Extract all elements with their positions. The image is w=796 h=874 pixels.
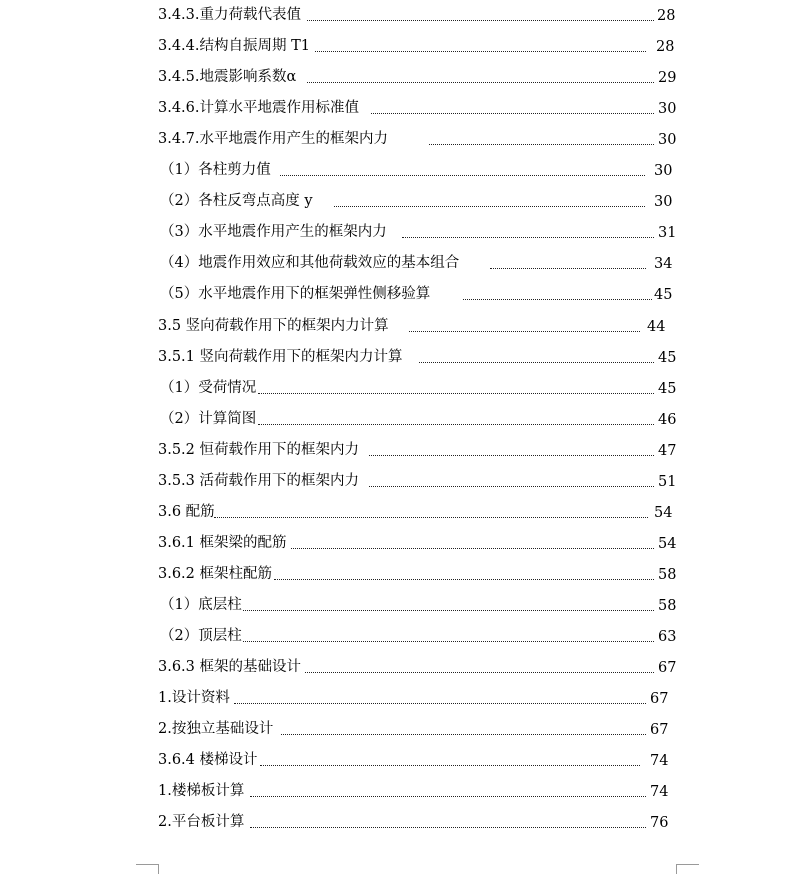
- toc-dot-leader: [291, 548, 654, 549]
- toc-dot-leader: [250, 827, 646, 828]
- toc-entry[interactable]: [0, 219, 796, 243]
- toc-entry-title: （4）地震作用效应和其他荷载效应的基本组合: [160, 255, 460, 272]
- toc-entry-title: 3.6.2 框架柱配筋: [158, 565, 273, 582]
- toc-entry[interactable]: [0, 188, 796, 212]
- toc-entry[interactable]: [0, 561, 796, 585]
- toc-entry-page-number: 58: [658, 597, 677, 614]
- toc-entry-title: 1.楼梯板计算: [158, 783, 245, 800]
- toc-dot-leader: [243, 610, 654, 611]
- toc-dot-leader: [463, 299, 652, 300]
- toc-entry-page-number: 54: [658, 535, 677, 552]
- toc-entry-page-number: 74: [650, 784, 669, 801]
- toc-dot-leader: [369, 486, 654, 487]
- toc-entry-page-number: 30: [658, 132, 677, 149]
- toc-dot-leader: [429, 144, 654, 145]
- toc-entry-page-number: 45: [658, 349, 677, 366]
- toc-entry-page-number: 29: [658, 70, 677, 87]
- toc-entry[interactable]: [0, 250, 796, 274]
- toc-entry[interactable]: [0, 530, 796, 554]
- toc-entry-title: 3.4.3.重力荷载代表值: [158, 7, 302, 23]
- toc-entry[interactable]: [0, 157, 796, 181]
- toc-entry-title: （2）顶层柱: [160, 628, 242, 644]
- toc-entry-page-number: 31: [658, 225, 677, 242]
- toc-entry[interactable]: [0, 778, 796, 802]
- toc-entry-page-number: 54: [654, 504, 673, 521]
- toc-entry-page-number: 67: [650, 691, 669, 708]
- toc-entry[interactable]: [0, 685, 796, 709]
- toc-entry-title: （2）计算简图: [160, 410, 257, 427]
- toc-entry-title: （2）各柱反弯点高度 y: [160, 193, 313, 210]
- toc-entry-page-number: 45: [658, 380, 677, 397]
- toc-dot-leader: [260, 765, 640, 766]
- toc-entry-title: （5）水平地震作用下的框架弹性侧移验算: [160, 286, 431, 303]
- toc-entry-page-number: 67: [658, 660, 677, 677]
- toc-dot-leader: [315, 51, 646, 52]
- toc-entry-page-number: 34: [654, 256, 673, 273]
- toc-entry-page-number: 76: [650, 815, 669, 832]
- toc-entry-page-number: 30: [658, 101, 677, 118]
- toc-entry[interactable]: [0, 33, 796, 57]
- toc-dot-leader: [371, 113, 654, 114]
- toc-dot-leader: [305, 672, 654, 673]
- toc-entry-title: 3.4.7.水平地震作用产生的框架内力: [158, 131, 389, 148]
- toc-dot-leader: [490, 268, 646, 269]
- toc-dot-leader: [307, 20, 654, 21]
- toc-entry-title: 2.平台板计算: [158, 814, 245, 831]
- toc-entry-page-number: 74: [650, 753, 669, 770]
- toc-entry-title: （3）水平地震作用产生的框架内力: [160, 224, 387, 241]
- toc-entry-title: 3.6.3 框架的基础设计: [158, 659, 302, 676]
- toc-entry-title: 3.6 配筋: [158, 503, 215, 520]
- toc-entry[interactable]: [0, 499, 796, 523]
- toc-entry[interactable]: [0, 747, 796, 771]
- toc-entry[interactable]: [0, 716, 796, 740]
- toc-dot-leader: [234, 703, 646, 704]
- toc-entry-title: 1.设计资料: [158, 690, 230, 707]
- toc-entry-page-number: 30: [654, 163, 673, 180]
- toc-entry-title: （1）受荷情况: [160, 379, 257, 396]
- toc-entry-page-number: 45: [654, 287, 673, 304]
- toc-entry[interactable]: [0, 654, 796, 678]
- toc-entry-title: 3.5.1 竖向荷载作用下的框架内力计算: [158, 348, 403, 365]
- toc-dot-leader: [409, 331, 640, 332]
- toc-entry-page-number: 30: [654, 194, 673, 211]
- toc-entry-title: 3.4.6.计算水平地震作用标准值: [158, 100, 360, 117]
- toc-dot-leader: [402, 237, 654, 238]
- toc-entry[interactable]: [0, 313, 796, 337]
- toc-entry-title: 3.5 竖向荷载作用下的框架内力计算: [158, 317, 389, 334]
- toc-entry-title: 3.6.4 楼梯设计: [158, 752, 258, 769]
- toc-entry-page-number: 46: [658, 411, 677, 428]
- toc-entry[interactable]: [0, 64, 796, 88]
- toc-entry[interactable]: [0, 344, 796, 368]
- toc-entry-page-number: 67: [650, 722, 669, 739]
- toc-entry[interactable]: [0, 281, 796, 305]
- toc-entry-title: 3.6.1 框架梁的配筋: [158, 534, 287, 551]
- toc-entry-page-number: 28: [656, 39, 675, 56]
- crop-mark-left: [136, 864, 159, 874]
- toc-dot-leader: [280, 175, 645, 176]
- toc-entry[interactable]: [0, 437, 796, 461]
- toc-entry-page-number: 28: [657, 8, 676, 24]
- toc-dot-leader: [419, 362, 654, 363]
- crop-mark-right: [676, 864, 699, 874]
- toc-dot-leader: [281, 734, 646, 735]
- toc-entry-title: （1）各柱剪力值: [160, 162, 271, 179]
- toc-entry-page-number: 63: [658, 629, 677, 645]
- toc-dot-leader: [258, 424, 654, 425]
- toc-entry[interactable]: [0, 468, 796, 492]
- toc-dot-leader: [334, 206, 645, 207]
- toc-entry-page-number: 51: [658, 473, 677, 490]
- toc-entry-page-number: 44: [647, 318, 666, 335]
- toc-entry-page-number: 47: [658, 442, 677, 459]
- toc-entry-title: 3.4.5.地震影响系数α: [158, 69, 297, 86]
- toc-entry[interactable]: [0, 406, 796, 430]
- toc-entry[interactable]: [0, 126, 796, 150]
- toc-entry-title: 3.5.2 恒荷载作用下的框架内力: [158, 441, 360, 458]
- toc-dot-leader: [243, 641, 654, 642]
- toc-entry[interactable]: [0, 809, 796, 833]
- toc-entry-title: 3.4.4.结构自振周期 T1: [158, 38, 311, 55]
- toc-entry[interactable]: [0, 375, 796, 399]
- toc-dot-leader: [369, 455, 654, 456]
- toc-entry-title: （1）底层柱: [160, 596, 242, 613]
- toc-entry-title: 3.5.3 活荷载作用下的框架内力: [158, 472, 360, 489]
- toc-entry-page-number: 58: [658, 566, 677, 583]
- toc-dot-leader: [214, 517, 648, 518]
- toc-dot-leader: [258, 393, 654, 394]
- toc-entry[interactable]: [0, 592, 796, 616]
- toc-dot-leader: [307, 82, 654, 83]
- toc-entry-title: 2.按独立基础设计: [158, 721, 274, 738]
- toc-entry[interactable]: [0, 2, 796, 26]
- toc-entry[interactable]: [0, 95, 796, 119]
- toc-entry[interactable]: [0, 623, 796, 647]
- toc-dot-leader: [250, 796, 646, 797]
- toc-dot-leader: [274, 579, 654, 580]
